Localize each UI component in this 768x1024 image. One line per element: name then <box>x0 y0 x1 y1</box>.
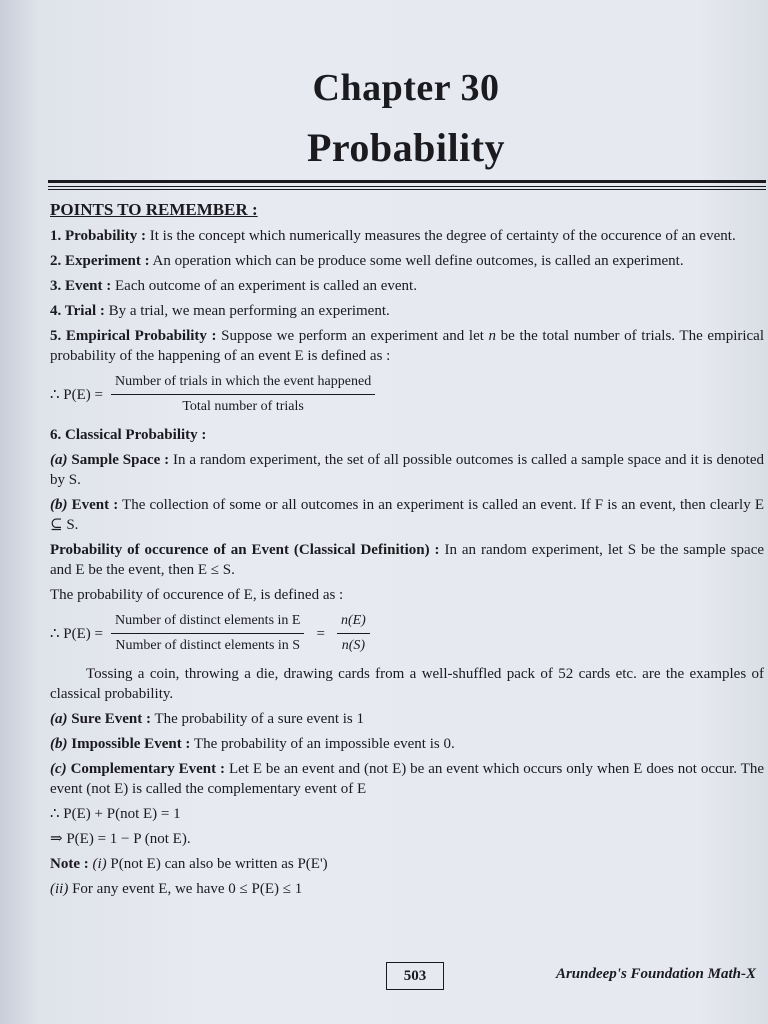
point-probability <box>50 226 764 246</box>
fraction-denominator: Total number of trials <box>182 399 304 414</box>
book-title: Arundeep's Foundation Math-X <box>555 966 756 982</box>
point-text: The probability of an impossible event is 0. <box>190 736 455 752</box>
fraction-denominator: Number of distinct elements in S <box>115 638 301 653</box>
classical-formula <box>50 611 764 656</box>
point-label: Sure Event : <box>67 711 151 727</box>
point-impossible-event <box>50 734 764 754</box>
point-event-collection <box>50 495 764 535</box>
sub-marker: (b) <box>50 736 68 752</box>
classical-examples: Tossing a coin, throwing a die, drawing cards from a well-shuffled pack of 52 cards etc. are the examples of classical probability. <box>50 666 764 702</box>
point-text: In an random experiment, let S be the sample space and E be the event, then E ≤ S. <box>50 542 765 578</box>
content <box>50 200 764 904</box>
point-text: Let E be an event and (not E) be an event which occurs only when E does not occur. The event (not E) is called the complementary event of E <box>50 761 765 797</box>
page-number: 503 <box>386 962 444 990</box>
sub-marker: (a) <box>50 452 68 468</box>
formula-fraction <box>111 611 304 656</box>
point-text: It is the concept which numerically measures the degree of certainty of the occurence of an event. <box>145 228 736 244</box>
title-rule-thin <box>48 186 766 187</box>
point-label: 5. Empirical Probability : <box>50 328 217 344</box>
point-classical-definition <box>50 540 764 580</box>
formula-lhs: ∴ P(E) = <box>50 386 103 403</box>
definition-intro: The probability of occurence of E, is defined as : <box>50 587 344 603</box>
equation-complement: ⇒ P(E) = 1 − P (not E). <box>50 831 191 847</box>
point-text: An operation which can be produce some well define outcomes, is called an experiment. <box>149 253 684 269</box>
sub-marker: (a) <box>50 711 68 727</box>
point-trial <box>50 301 764 321</box>
note-text: P(not E) can also be written as P(E') <box>106 856 328 872</box>
formula-fraction-short <box>337 611 370 656</box>
chapter-number: Chapter 30 <box>312 67 500 109</box>
point-text: In a random experiment, the set of all possible outcomes is called a sample space and it is denoted by S. <box>50 452 765 488</box>
empirical-formula <box>50 372 764 417</box>
chapter-title: Probability <box>306 125 506 170</box>
note-1 <box>50 854 764 874</box>
sub-marker: (b) <box>50 497 68 513</box>
sub-marker: (c) <box>50 761 67 777</box>
point-sure-event <box>50 709 764 729</box>
sub-marker: (i) <box>88 856 107 872</box>
point-label: Event : <box>67 497 119 513</box>
point-label: Sample Space : <box>67 452 170 468</box>
point-text: The collection of some or all outcomes in an experiment is called an event. If F is an event, then clearly E ⊆ S. <box>50 497 764 533</box>
point-label: 6. Classical Probability : <box>50 427 207 443</box>
point-text: By a trial, we mean performing an experiment. <box>104 303 390 319</box>
point-label: Probability of occurence of an Event (Classical Definition) : <box>50 542 440 558</box>
formula-fraction <box>111 372 375 417</box>
point-event <box>50 276 764 296</box>
title-rule <box>48 180 766 183</box>
point-text: Each outcome of an experiment is called an event. <box>111 278 417 294</box>
point-complementary-event <box>50 759 764 799</box>
point-experiment <box>50 251 764 271</box>
point-empirical-probability <box>50 326 764 366</box>
note-label: Note : <box>50 856 89 872</box>
point-text: Suppose we perform an experiment and let <box>216 328 489 344</box>
point-label: 3. Event : <box>50 278 112 294</box>
point-label: 2. Experiment : <box>50 253 150 269</box>
fraction-numerator: n(E) <box>337 611 370 634</box>
point-label: 1. Probability : <box>50 228 146 244</box>
fraction-numerator: Number of trials in which the event happened <box>111 372 375 395</box>
sub-marker: (ii) <box>50 881 69 897</box>
formula-lhs: ∴ P(E) = <box>50 625 103 642</box>
equals-sign: = <box>316 625 325 642</box>
point-text: The probability of a sure event is 1 <box>150 711 364 727</box>
note-text: For any event E, we have 0 ≤ P(E) ≤ 1 <box>68 881 303 897</box>
variable-n: n <box>488 328 497 344</box>
equation-sum: ∴ P(E) + P(not E) = 1 <box>50 806 181 822</box>
point-text: be the total number of trials. The empirical probability of the happening of an event E is defined as : <box>50 328 765 364</box>
note-2 <box>50 879 764 899</box>
title-rule-thin-2 <box>48 189 766 190</box>
point-sample-space <box>50 450 764 490</box>
fraction-denominator: n(S) <box>341 638 366 653</box>
fraction-numerator: Number of distinct elements in E <box>111 611 304 634</box>
point-label: Complementary Event : <box>66 761 226 777</box>
point-classical-probability <box>50 425 764 445</box>
point-label: Impossible Event : <box>67 736 191 752</box>
section-heading: POINTS TO REMEMBER : <box>50 200 258 219</box>
point-label: 4. Trial : <box>50 303 105 319</box>
